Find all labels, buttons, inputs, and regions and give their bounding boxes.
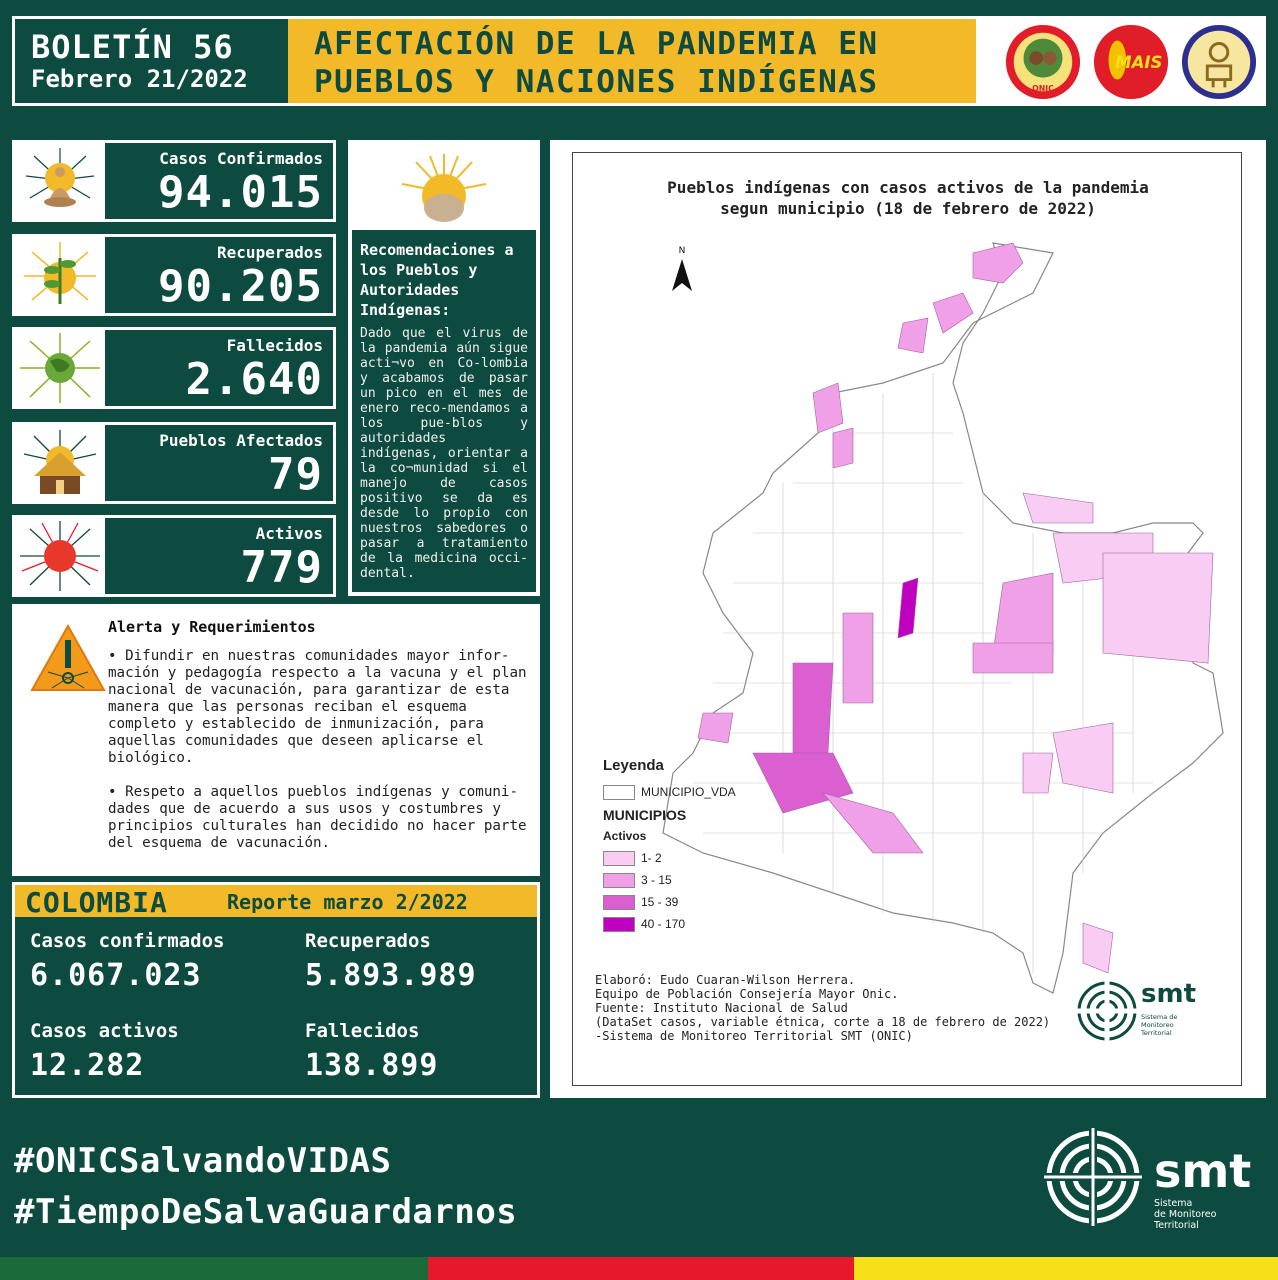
map-frame xyxy=(572,152,1242,1086)
legend-class-1 xyxy=(603,851,803,869)
stat-affected-peoples xyxy=(12,422,336,504)
map-title-line-1: Pueblos indígenas con casos activos de la pandemia xyxy=(667,178,1149,197)
colombia-band xyxy=(15,885,537,917)
map-legend xyxy=(603,757,736,931)
legend-class-label: 3 - 15 xyxy=(641,873,672,887)
hashtags xyxy=(14,1136,517,1238)
warning-icon xyxy=(28,622,108,696)
legend-class-label: 1- 2 xyxy=(641,851,662,865)
confirmed-value: 6.067.023 xyxy=(30,958,202,993)
recovered-label: Recuperados xyxy=(305,930,431,952)
legend-class-4 xyxy=(603,917,803,935)
authority-seal-icon xyxy=(1180,23,1258,101)
legend-swatch xyxy=(603,851,635,866)
bulletin-date: Febrero 21/2022 xyxy=(31,65,248,93)
legend-swatch xyxy=(603,917,635,932)
deaths-label: Fallecidos xyxy=(305,1020,420,1042)
stat-recovered xyxy=(12,234,336,316)
hashtag-2: #TiempoDeSalvaGuardarnos xyxy=(14,1192,518,1232)
stat-value: 90.205 xyxy=(158,261,323,312)
legend-base-label: MUNICIPIO_VDA xyxy=(641,785,736,799)
stat-value: 94.015 xyxy=(158,167,323,218)
stripe-red xyxy=(428,1257,854,1280)
stat-box xyxy=(105,143,333,219)
hut-icon xyxy=(16,426,104,500)
legend-swatch xyxy=(603,873,635,888)
page-title xyxy=(288,19,976,103)
map-panel xyxy=(550,140,1266,1098)
recovered-value: 5.893.989 xyxy=(305,958,477,993)
recommendations-text: Dado que el virus de la pandemia aún sigue acti¬vo en Co-lombia y acabamos de pasar un pico en el mes de enero reco-mendamos a los pue-blos y autoridades indígenas, orientar a la co¬munidad si el manejo de casos positivo se da es desde lo propio con nuestros sabedores o pasar a tratamiento de la medicina occi-dental. xyxy=(360,326,528,581)
north-label: N xyxy=(678,246,686,256)
stripe-green xyxy=(0,1257,428,1280)
stat-deaths xyxy=(12,327,336,409)
active-value: 12.282 xyxy=(30,1048,145,1083)
stat-value: 2.640 xyxy=(185,354,323,405)
legend-base-row xyxy=(603,785,803,803)
stat-value: 79 xyxy=(268,449,323,500)
recommendations-box xyxy=(352,230,536,592)
stat-label: Pueblos Afectados xyxy=(159,431,323,450)
confirmed-label: Casos confirmados xyxy=(30,930,225,952)
bulletin-number: BOLETÍN 56 xyxy=(31,28,234,66)
colombia-name: COLOMBIA xyxy=(25,886,168,919)
map-title-line-2: segun municipio (18 de febrero de 2022) xyxy=(720,199,1096,218)
legend-title: Leyenda xyxy=(603,757,664,774)
stat-label: Recuperados xyxy=(217,243,323,262)
smt-logo-icon xyxy=(1040,1124,1146,1230)
smt-sub-1: Sistema xyxy=(1154,1198,1193,1209)
legend-class-2 xyxy=(603,873,803,891)
stat-box xyxy=(105,425,333,501)
mais-logo-icon xyxy=(1092,23,1170,101)
stripe-yellow xyxy=(854,1257,1278,1280)
title-line-1: AFECTACIÓN DE LA PANDEMIA EN xyxy=(314,26,879,62)
report-date: Reporte marzo 2/2022 xyxy=(227,890,468,914)
stat-active xyxy=(12,515,336,597)
globe-sun-icon xyxy=(16,331,104,405)
alert-panel xyxy=(12,604,540,876)
legend-class-label: 40 - 170 xyxy=(641,917,686,931)
active-label: Casos activos xyxy=(30,1020,179,1042)
stat-label: Fallecidos xyxy=(226,336,323,355)
bulletin-box xyxy=(15,19,289,103)
meditating-person-icon xyxy=(16,144,104,218)
legend-class-label: 15 - 39 xyxy=(641,895,679,909)
map-title xyxy=(573,177,1243,219)
legend-class-3 xyxy=(603,895,803,913)
title-line-2: PUEBLOS Y NACIONES INDÍGENAS xyxy=(314,64,879,100)
hashtag-1: #ONICSalvandoVIDAS xyxy=(14,1141,392,1181)
colombia-report xyxy=(12,882,540,1098)
legend-sub: Activos xyxy=(603,829,647,843)
smt-map-word: smt xyxy=(1141,979,1196,1009)
colombia-report-inner xyxy=(15,885,537,1095)
stat-box xyxy=(105,237,333,313)
stat-box xyxy=(105,330,333,406)
header-banner xyxy=(12,16,1266,106)
legend-swatch xyxy=(603,785,635,800)
smt-footer-logo xyxy=(1040,1124,1260,1230)
smt-subtitle xyxy=(1154,1198,1216,1231)
smt-sub-2: de Monitoreo xyxy=(1154,1209,1217,1220)
stat-label: Casos Confirmados xyxy=(159,149,323,168)
recommendations-panel xyxy=(348,140,540,596)
alert-point-1: • Difundir en nuestras comunidades mayor infor-mación y pedagogía respecto a la vacuna y el plan nacional de vacunación, para garantizar de esta manera que las personas reciban el esquema completo y establecido de inmunización, para aquellas comunidades que deseen aplicarse el biológico. xyxy=(108,648,527,766)
plant-sun-icon xyxy=(16,238,104,312)
recommendations-title: Recomendaciones a los Pueblos y Autoridades Indígenas: xyxy=(360,241,514,319)
alert-title: Alerta y Requerimientos xyxy=(108,618,316,636)
smt-sub-3: Territorial xyxy=(1154,1220,1199,1231)
alert-point-2: • Respeto a aquellos pueblos indígenas y comuni-dades que de acuerdo a sus usos y costumbres y principios culturales han decidido no hacer parte del esquema de vacunación. xyxy=(108,784,527,851)
logos xyxy=(982,19,1262,103)
smt-word: smt xyxy=(1154,1144,1252,1198)
onic-logo-icon xyxy=(1004,23,1082,101)
legend-group: MUNICIPIOS xyxy=(603,807,687,823)
deaths-value: 138.899 xyxy=(305,1048,439,1083)
onic-logo-text: ONIC xyxy=(1032,84,1054,94)
virus-sun-icon xyxy=(16,519,104,593)
smt-map-logo-icon xyxy=(1075,979,1139,1043)
stat-value: 779 xyxy=(240,542,323,593)
mais-logo-text: MAIS xyxy=(1115,52,1163,72)
stat-confirmed xyxy=(12,140,336,222)
smt-map-sub: Sistema de Monitoreo Territorial xyxy=(1141,1013,1178,1037)
stat-label: Activos xyxy=(255,524,323,543)
map-credits: Elaboró: Eudo Cuaran-Wilson Herrera. Equipo de Población Consejería Mayor Onic. Fuente: Instituto Nacional de Salud (DataSet casos, variable étnica, corte a 18 de febrero de 2022) -Sistema de Monitoreo Territorial SMT (ONIC) xyxy=(595,973,1051,1043)
legend-swatch xyxy=(603,895,635,910)
stat-box xyxy=(105,518,333,594)
sun-icon xyxy=(396,148,492,228)
